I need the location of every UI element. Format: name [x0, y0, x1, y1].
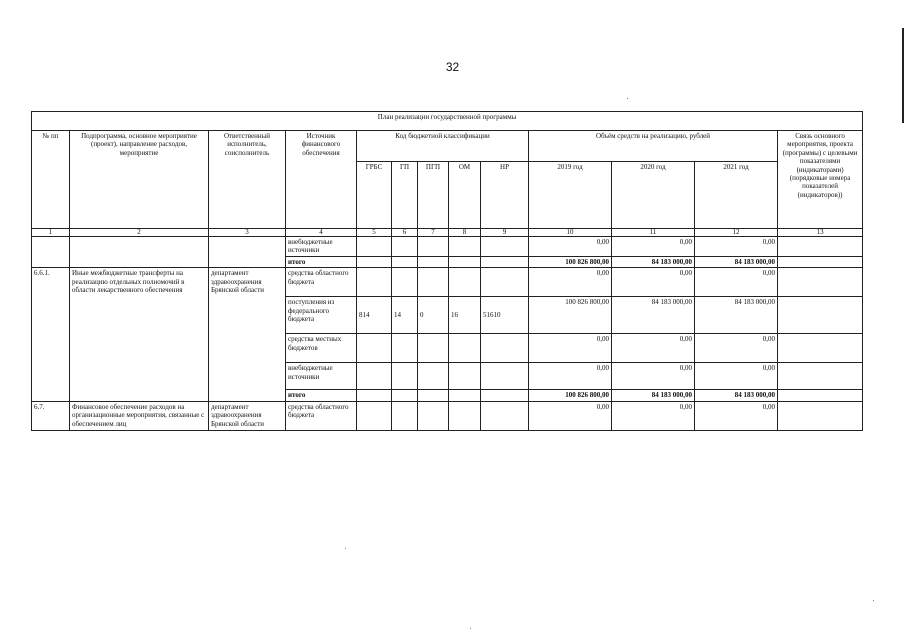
col-number: 6 — [392, 229, 418, 237]
scan-edge-mark — [902, 28, 904, 123]
col-number: 12 — [695, 229, 778, 237]
value-2021: 0,00 — [695, 401, 778, 430]
scan-speck — [345, 548, 346, 549]
header-om: ОМ — [449, 162, 481, 229]
value-2021: 84 183 000,00 — [695, 297, 778, 334]
col-number: 7 — [418, 229, 449, 237]
col-number: 13 — [778, 229, 863, 237]
table-row — [32, 401, 863, 430]
value-2019: 100 826 800,00 — [529, 257, 612, 268]
header-2021: 2021 год — [695, 162, 778, 229]
source-cell: средства областного бюджета — [286, 401, 357, 430]
header-2020: 2020 год — [612, 162, 695, 229]
scan-speck — [873, 600, 874, 601]
value-2019: 0,00 — [529, 363, 612, 390]
table-row — [32, 237, 863, 257]
source-cell: средства областного бюджета — [286, 268, 357, 297]
table-row — [32, 268, 863, 297]
program-plan-table — [31, 111, 863, 431]
value-2020: 0,00 — [612, 334, 695, 363]
source-cell: поступления из федерального бюджета — [286, 297, 357, 334]
header-pgp: ПГП — [418, 162, 449, 229]
value-2019: 0,00 — [529, 334, 612, 363]
header-gp: ГП — [392, 162, 418, 229]
code-om: 16 — [449, 297, 481, 334]
column-numbers-row — [32, 229, 863, 237]
header-link: Связь основного мероприятия, проекта (программы) с целевыми показателями (индикаторами) (порядковые номера показателей (индикаторов)) — [778, 131, 863, 229]
header-budget-code: Код бюджетной классификации — [357, 131, 529, 162]
source-cell: внебюджетные источники — [286, 237, 357, 257]
value-2021: 0,00 — [695, 237, 778, 257]
header-source: Источник финансового обеспечения — [286, 131, 357, 229]
col-number: 4 — [286, 229, 357, 237]
value-2019: 0,00 — [529, 237, 612, 257]
source-cell-total: итого — [286, 257, 357, 268]
header-subprogram: Подпрограмма, основное мероприятие (проект), направление расходов, мероприятие — [70, 131, 209, 229]
col-number: 3 — [209, 229, 286, 237]
header-executor: Ответственный исполнитель, соисполнитель — [209, 131, 286, 229]
code-grbs: 814 — [357, 297, 392, 334]
header-2019: 2019 год — [529, 162, 612, 229]
col-number: 10 — [529, 229, 612, 237]
value-2021: 84 183 000,00 — [695, 390, 778, 401]
value-2021: 0,00 — [695, 334, 778, 363]
scan-speck — [470, 628, 471, 629]
item-number: 6.6.1. — [32, 268, 70, 401]
scan-speck — [627, 98, 628, 99]
value-2021: 84 183 000,00 — [695, 257, 778, 268]
value-2019: 0,00 — [529, 268, 612, 297]
col-number: 2 — [70, 229, 209, 237]
col-number: 9 — [481, 229, 529, 237]
item-name: Иные межбюджетные трансферты на реализацию отдельных полномочий в области лекарственного обеспечения — [70, 268, 209, 401]
value-2021: 0,00 — [695, 268, 778, 297]
code-nr: 51610 — [481, 297, 529, 334]
item-executor: департамент здравоохранения Брянской области — [209, 268, 286, 401]
value-2020: 0,00 — [612, 401, 695, 430]
value-2019: 100 826 800,00 — [529, 297, 612, 334]
empty-cell — [209, 237, 286, 268]
source-cell: средства местных бюджетов — [286, 334, 357, 363]
code-gp: 14 — [392, 297, 418, 334]
code-pgp: 0 — [418, 297, 449, 334]
page-number: 32 — [445, 60, 460, 74]
empty-cell — [70, 237, 209, 268]
value-2019: 0,00 — [529, 401, 612, 430]
item-executor: департамент здравоохранения Брянской области — [209, 401, 286, 430]
source-cell-total: итого — [286, 390, 357, 401]
table-title: План реализации государственной программы — [32, 112, 863, 131]
empty-cell — [32, 237, 70, 268]
header-volume: Объём средств на реализацию, рублей — [529, 131, 778, 162]
header-row-1 — [32, 131, 863, 162]
value-2020: 0,00 — [612, 268, 695, 297]
value-2020: 84 183 000,00 — [612, 257, 695, 268]
value-2020: 0,00 — [612, 363, 695, 390]
item-number: 6.7. — [32, 401, 70, 430]
col-number: 8 — [449, 229, 481, 237]
value-2020: 0,00 — [612, 237, 695, 257]
item-name: Финансовое обеспечение расходов на организационные мероприятия, связанные с обеспечением лиц — [70, 401, 209, 430]
header-nr: НР — [481, 162, 529, 229]
header-grbs: ГРБС — [357, 162, 392, 229]
value-2020: 84 183 000,00 — [612, 297, 695, 334]
header-num: № пп — [32, 131, 70, 229]
col-number: 5 — [357, 229, 392, 237]
value-2019: 100 826 800,00 — [529, 390, 612, 401]
col-number: 11 — [612, 229, 695, 237]
value-2020: 84 183 000,00 — [612, 390, 695, 401]
table-title-row — [32, 112, 863, 131]
source-cell: внебюджетные источники — [286, 363, 357, 390]
value-2021: 0,00 — [695, 363, 778, 390]
col-number: 1 — [32, 229, 70, 237]
